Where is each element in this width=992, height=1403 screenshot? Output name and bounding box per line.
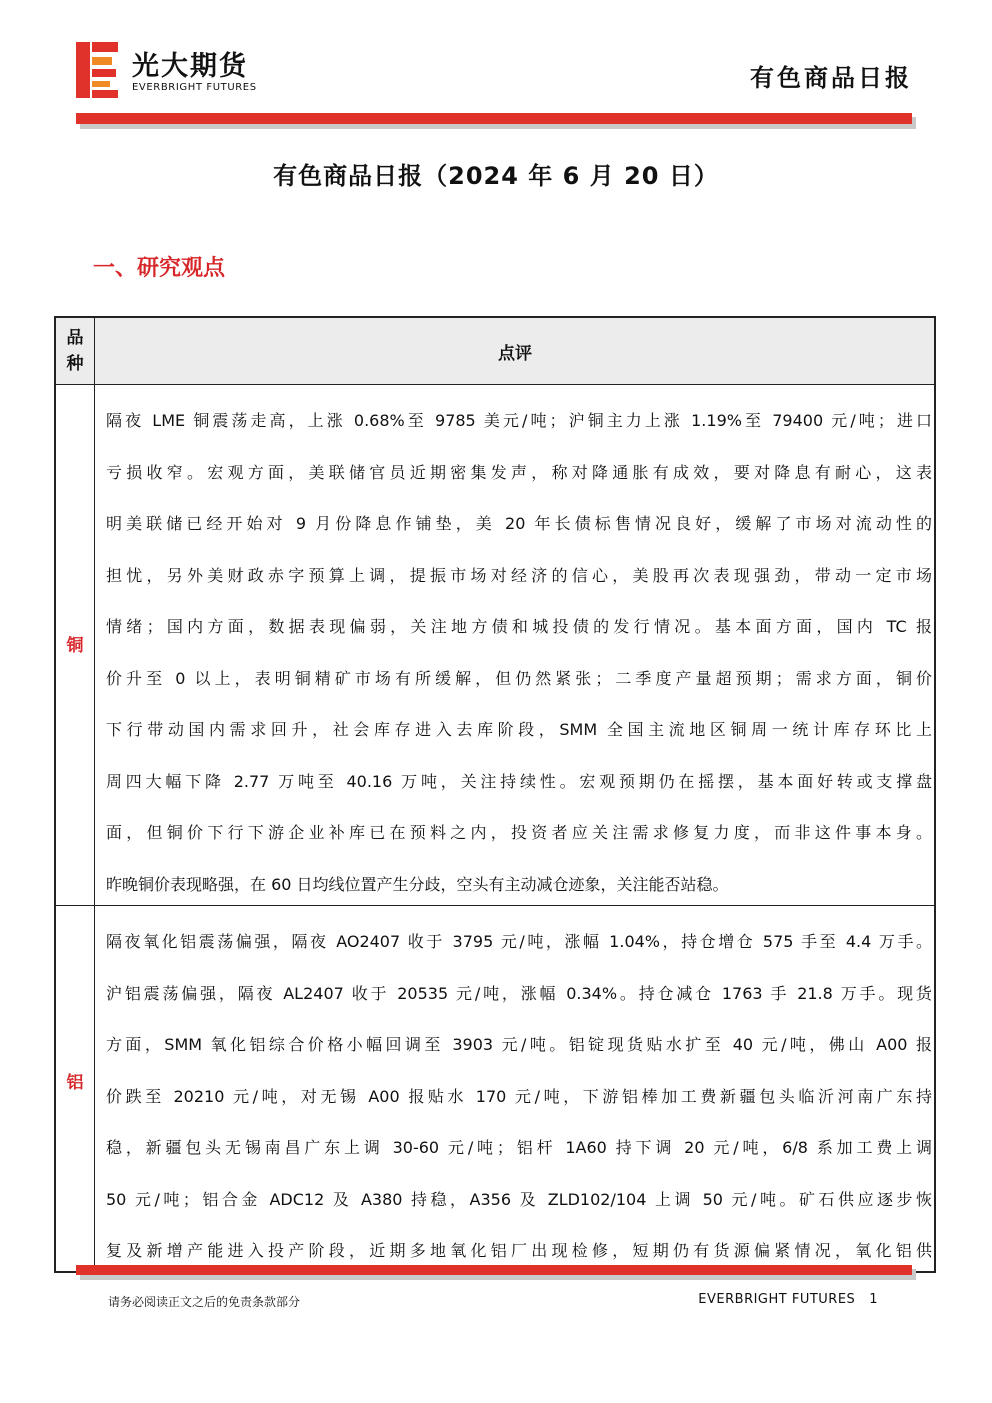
header-report-name: 有色商品日报 [750,64,912,92]
category-copper: 铜 [66,636,84,656]
commentary-line: 面，但铜价下行下游企业补库已在预料之内，投资者应关注需求修复力度，而非这件事本身。 [106,823,932,842]
commentary-line: 复及新增产能进入投产阶段，近期多地氧化铝厂出现检修，短期仍有货源偏紧情况，氧化铝供 [106,1241,932,1260]
everbright-logo-icon [76,42,120,98]
commentary-line: 价升至 0 以上，表明铜精矿市场有所缓解，但仍然紧张；二季度产量超预期；需求方面，铜价 [106,668,932,688]
commentary-line: 下行带动国内需求回升，社会库存进入去库阶段，SMM 全国主流地区铜周一统计库存环比上 [106,720,932,739]
header-category-char: 品 [66,328,84,348]
commentary-line: 周四大幅下降 2.77 万吨至 40.16 万吨，关注持续性。宏观预期仍在摇摆，基本面好转或支撑盘 [106,771,932,791]
commentary-line: 价跌至 20210 元/吨，对无锡 A00 报贴水 170 元/吨，下游铝棒加工费新疆包头临沂河南广东持 [106,1086,932,1106]
commentary-line: 稳，新疆包头无锡南昌广东上调 30-60 元/吨；铝杆 1A60 持下调 20 元/吨，6/8 系加工费上调 [106,1138,932,1157]
category-aluminum: 铝 [66,1073,84,1093]
page-number: 1 [869,1292,878,1307]
table-row-copper [56,385,934,906]
commentary-line: 昨晚铜价表现略强，在 60 日均线位置产生分歧，空头有主动减仓迹象，关注能否站稳。 [106,874,729,894]
commentary-line: 情绪；国内方面，数据表现偏弱，关注地方债和城投债的发行情况。基本面方面，国内 TC 报 [106,617,932,636]
header-comment-cell: 点评 [498,343,532,364]
table-header [56,318,934,385]
commentary-line: 亏损收窄。宏观方面，美联储官员近期密集发声，称对降通胀有成效，要对降息有耐心，这表 [106,462,932,482]
document-title: 有色商品日报（2024 年 6 月 20 日） [273,162,719,190]
header-category-cell [56,318,94,384]
commentary-line: 隔夜氧化铝震荡偏强，隔夜 AO2407 收于 3795 元/吨，涨幅 1.04%，持仓增仓 575 手至 4.4 万手。 [106,932,932,951]
header-category-char: 种 [66,354,84,374]
commentary-copper [106,395,932,910]
research-view-table [54,316,936,1273]
commentary-line: 方面，SMM 氧化铝综合价格小幅回调至 3903 元/吨。铝锭现货贴水扩至 40 元/吨，佛山 A00 报 [106,1035,932,1054]
commentary-line: 隔夜 LME 铜震荡走高，上涨 0.68%至 9785 美元/吨；沪铜主力上涨 1.19%至 79400 元/吨；进口 [106,411,932,430]
logo-english-name: EVERBRIGHT FUTURES [132,82,257,93]
section-heading: 一、研究观点 [93,256,226,281]
table-row-aluminum [56,906,934,1273]
footer-company-page [698,1292,878,1307]
commentary-line: 50 元/吨；铝合金 ADC12 及 A380 持稳，A356 及 ZLD102/104 上调 50 元/吨。矿石供应逐步恢 [106,1189,932,1209]
commentary-line: 沪铝震荡偏强，隔夜 AL2407 收于 20535 元/吨，涨幅 0.34%。持仓减仓 1763 手 21.8 万手。现货 [106,983,932,1003]
logo-chinese-name: 光大期货 [132,51,248,82]
commentary-line: 明美联储已经开始对 9 月份降息作铺垫，美 20 年长债标售情况良好，缓解了市场对流动性的 [106,514,932,533]
footer-rule [76,1265,912,1275]
company-logo [76,42,276,98]
commentary-aluminum [106,916,932,1273]
header-rule [76,113,912,124]
footer-disclaimer: 请务必阅读正文之后的免责条款部分 [108,1295,301,1309]
commentary-line: 担忧，另外美财政赤字预算上调，提振市场对经济的信心，美股再次表现强劲，带动一定市场 [106,565,932,585]
footer-company: EVERBRIGHT FUTURES [698,1292,856,1307]
